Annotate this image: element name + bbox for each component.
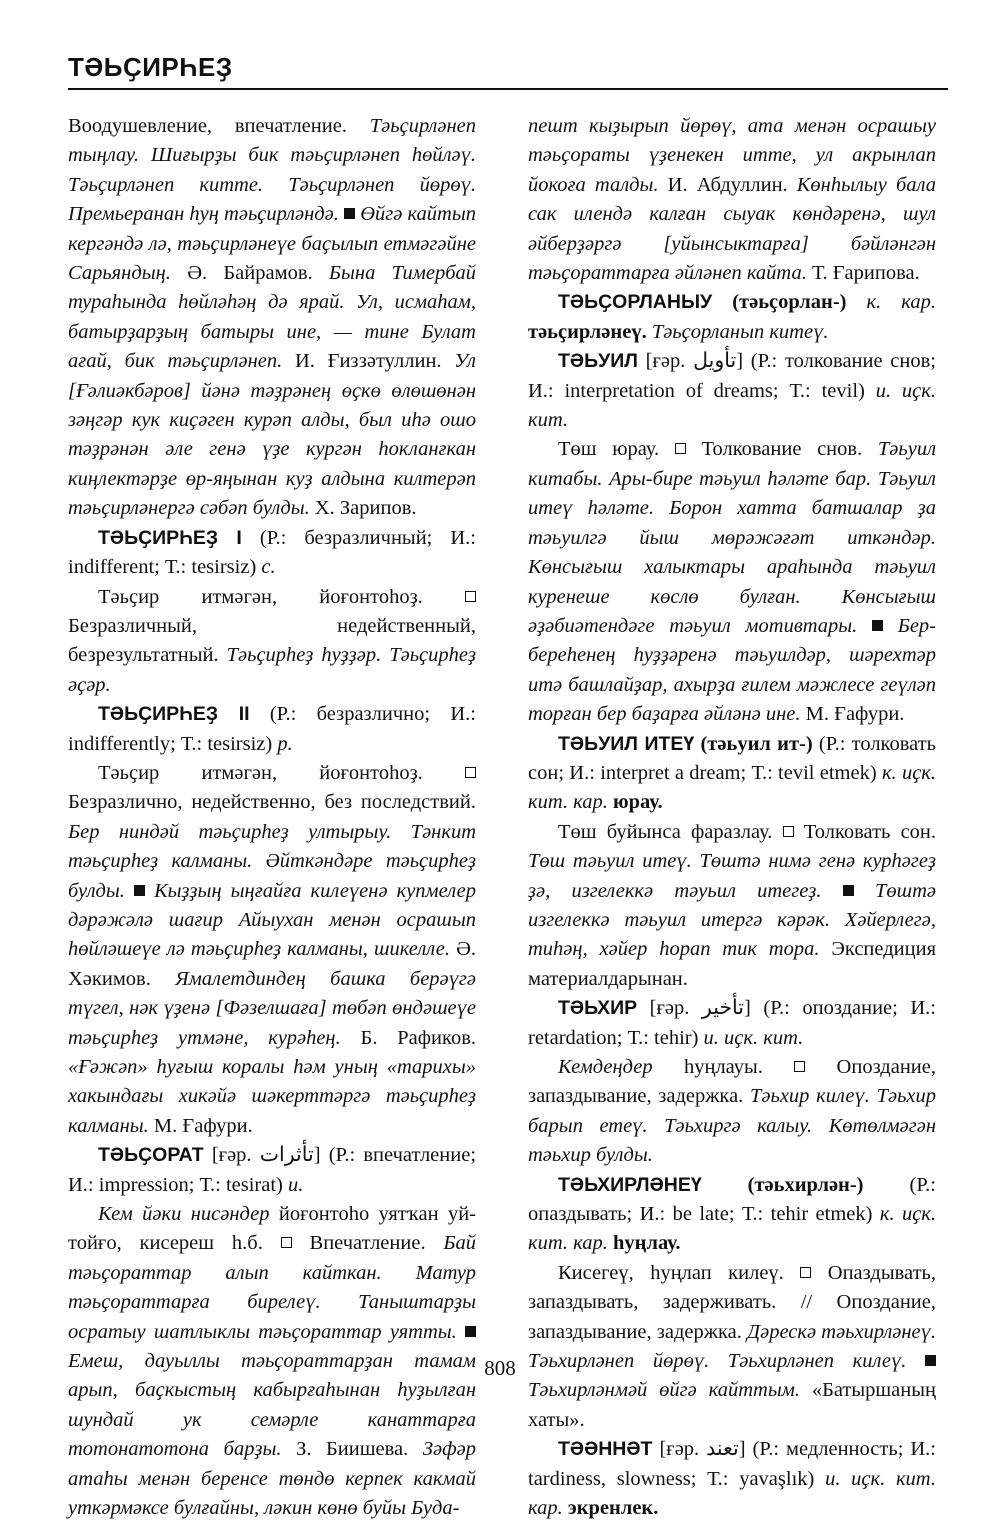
grammar: (Р.: толковать сон; И.: interpret a dream; Т.: tevil etmek) <box>528 732 937 784</box>
example: Көнһылыу бала сак илендә калған сыуак көндәренә, шул әйберҙәргә [уйынсыктарға] бәйләнгән тәьҫораттарға әйләнеп кайта. <box>528 173 936 285</box>
headword: ТӘЬҪИРҺЕҘ I <box>98 526 242 549</box>
etymology: [ғәр. تأخير] <box>649 997 751 1020</box>
example: Емеш, дауыллы тәьҫораттарҙан тамам арып, баҫкыстың кабырғаһынан һуҙылған шундай ук семәрле канаттарға тотонатотона барҙы. <box>68 1350 476 1461</box>
example: «Ғәжәп» һуғыш коралы һәм уның «тарихы» хакындағы хикәйә шәкерттәргә тәьҫирһеҙ калманы. <box>68 1056 476 1137</box>
black-square-icon <box>465 1326 476 1337</box>
black-square-icon <box>843 885 854 896</box>
source: Т. Ғарипова. <box>811 262 920 285</box>
entry-tesirhez-2 <box>68 700 476 759</box>
source: М. Ғафури. <box>153 1114 253 1137</box>
definition: Тәьҫир итмәгән, йоғонтоһоҙ. <box>98 585 423 608</box>
definition: һуңлауы. <box>683 1056 763 1078</box>
entry-continuation <box>68 112 476 524</box>
part-of-speech: и. <box>288 1173 304 1196</box>
entry-teennet <box>528 1435 936 1523</box>
example: Тәьхир килеү. Тәьхир барып етеү. Тәьхиргә калыу. Көтөлмәгән тәьхир булды. <box>528 1085 936 1167</box>
running-head: ТӘЬҪИРҺЕҘ <box>68 52 233 82</box>
example: Бына Тимербай тураһында һөйләһәң дә ярай. Ул, исмаһам, батырҙарҙың батыры ине, — тине Булат ағай, бик тәьҫирләнеп. <box>68 262 477 373</box>
entry-teuil-body <box>528 435 936 729</box>
source: И. Абдуллин. <box>667 173 788 196</box>
example: Төштә изгелеккә тәьуил итергә кәрәк. Хәйерлегә, тиһәң, хәйер һорап тик тора. <box>528 879 937 961</box>
grammar: (Р.: впечатление; И.: impression; Т.: tesirat) <box>68 1144 477 1196</box>
entry-tehir-body <box>528 1053 936 1171</box>
translation: Опоздание, запаздывание, задержка. <box>528 1056 936 1108</box>
definition: Кисегеү, һуңлап килеү. <box>558 1261 784 1284</box>
example: Тәьҫорланып китеү. <box>651 320 829 343</box>
example: Бай тәьҫораттар алып кайткан. Матур тәьҫораттарға бирелеү. Таныштарҙы осратыу шатлыклы тәьҫораттар уятты. <box>68 1232 477 1343</box>
example: Тәьҫирһеҙ һуҙҙәр. Тәьҫирһеҙ әҫәр. <box>68 644 477 696</box>
white-square-icon <box>465 591 476 602</box>
example: Тәьҫирләнеп тыңлау. Шиғырҙы бик тәьҫирләнеп һөйләү. Тәьҫирләнеп китте. Тәьҫирләнеп йөрөү. Премьеранан һуң тәьҫирләндә. <box>68 115 476 226</box>
headword: ТӘЬУИЛ ИТЕҮ <box>558 732 695 755</box>
translation: Безразлично, недейственно, без последствий. <box>68 791 476 814</box>
example: Төш тәьуил итеү. Төштә нимә генә курһәгеҙ ҙә, изгелеккә тәуьил итегеҙ. <box>528 850 936 902</box>
translation: Впечатление. <box>309 1232 426 1255</box>
entry-tehirleneu <box>528 1171 936 1259</box>
white-square-icon <box>675 443 686 454</box>
headword: ТӘЬҪИРҺЕҘ II <box>98 703 250 726</box>
example: Бер ниндәй тәьҫирһеҙ ултырыу. Тәнкит тәьҫирһеҙ калманы. Әйткәндәре тәьҫирһеҙ булды. <box>68 820 476 902</box>
headword: ТӘЬУИЛ <box>558 350 638 373</box>
source: Ә. Хәкимов. <box>68 938 476 990</box>
example: Ямалетдиндең башка берәүгә түгел, нәк үҙенә [Фәзелшаға] төбәп өндәшеүе тәьҫирһеҙ утмәне, курәһең. <box>68 967 476 1049</box>
entry-tehirleneu-body <box>528 1259 936 1435</box>
white-square-icon <box>800 1267 811 1278</box>
entry-tesirhez-1 <box>68 524 476 583</box>
see-also: һуңлау. <box>612 1232 681 1255</box>
grammar: (Р.: медленность; И.: tardiness, slowness; Т.: yavaşlık) <box>528 1438 937 1490</box>
translation: Толкование снов. <box>701 438 863 461</box>
stem: (тәьхирлән-) <box>747 1173 864 1196</box>
definition: Төш юрау. <box>558 438 660 461</box>
stem: (тәьҫорлан-) <box>732 291 847 314</box>
example: Ул [Ғәлиәкбәров] йәнә тәҙрәнең өҫкө өлөшөнән зәңгәр кук киҫәген курәп алды, был иһә ошо тәҙрәнән әле генә үҙе кургән һокланғкан киңлектәрҙе өр-яңынан куҙ алдына килтерәп тәьҫирләнергә сәбәп булды. <box>68 350 476 520</box>
source: М. Ғафури. <box>805 703 905 726</box>
page-number: 808 <box>484 1356 516 1380</box>
entry-tesorat <box>68 1141 476 1200</box>
entry-continuation <box>528 112 936 288</box>
right-column <box>528 112 936 1524</box>
white-square-icon <box>465 767 476 778</box>
part-of-speech: к. иҫк. кит. кар. <box>528 761 937 814</box>
source: Б. Рафиков. <box>360 1026 476 1049</box>
source: «Батыршаның хаты». <box>528 1379 936 1431</box>
source: И. Ғиззәтуллин. <box>294 350 442 373</box>
example: Зәфәр атаһы менән беренсе төндө керпек какмай уткәрмәксе булғайны, ләкин көнө буйы Буда- <box>68 1438 477 1520</box>
translation: Опаздывать, запаздывать, задерживать. // Опоздание, запаздывание, задержка. <box>528 1261 936 1343</box>
see-also: экренлек. <box>567 1497 659 1520</box>
black-square-icon <box>344 208 355 219</box>
headword: ТӘӘННӘТ <box>558 1438 653 1461</box>
example: Дәрескә тәьхирләнеү. Тәьхирләнеп йөрөү. Тәьхирләнеп килеү. <box>528 1320 936 1373</box>
part-of-speech: и. иҫк. кит. <box>528 379 936 432</box>
white-square-icon <box>794 1061 805 1072</box>
black-square-icon <box>872 620 883 631</box>
definition: Төш буйынса фаразлау. <box>558 820 773 843</box>
part-of-speech: и. иҫк. кит. кар. <box>528 1467 936 1520</box>
example: Бер-береһенең һуҙҙәренә тәьуилдәр, шәрехтәр итә башлайҙар, ахырҙа ғилем мәжлесе геүләп торған бер баҙарға әйләнә ине. <box>528 614 937 726</box>
definition: йоғонтоһо уятҡан уй-тойғо, кисереш һ.б. <box>68 1203 476 1255</box>
see-also: юрау. <box>612 791 663 814</box>
example: Тәьхирләнмәй өйгә кайттым. <box>528 1379 800 1402</box>
stem: (тәьуил ит-) <box>700 732 813 755</box>
header-rule <box>68 88 948 90</box>
translation: Воодушевление, впечатление. <box>68 115 347 137</box>
entry-tesirhez-1-body <box>68 583 476 701</box>
source: Экспедиция материалдарынан. <box>528 938 936 990</box>
etymology: [ғәр. تأويل] <box>645 350 744 373</box>
entry-teuil <box>528 347 936 435</box>
part-of-speech: с. <box>261 556 276 579</box>
headword: ТӘЬҪОРЛАНЫУ <box>558 291 713 314</box>
definition: Тәьҫир итмәгән, йоғонтоһоҙ. <box>98 761 423 784</box>
grammar: (Р.: опаздывать; И.: be late; Т.: tehir etmek) <box>528 1173 936 1226</box>
source: Ә. Байрамов. <box>187 262 313 285</box>
grammar: (Р.: опоздание; И.: retardation; Т.: tehir) <box>528 997 936 1049</box>
headword: ТӘЬХИР <box>558 997 638 1020</box>
white-square-icon <box>783 826 794 837</box>
entry-teuil-iteu-body <box>528 818 936 994</box>
grammar: (Р.: безразлично; И.: indifferently; Т.: tesirsiz) <box>68 703 476 755</box>
entry-tesirhez-2-body <box>68 759 476 1141</box>
entry-teuil-iteu <box>528 730 936 818</box>
headword: ТӘЬХИРЛӘНЕҮ <box>558 1173 702 1196</box>
grammar: (Р.: безразличный; И.: indifferent; Т.: tesirsiz) <box>68 526 476 579</box>
example: Өйгә кайтып кергәндә лә, тәьҫирләнеүе баҫылып етмәгәйне Сарьяндың. <box>68 203 476 285</box>
translation: Безразличный, недейственный, безрезультатный. <box>68 614 476 667</box>
translation: Толковать сон. <box>803 820 937 843</box>
etymology: [ғәр. تعند] <box>659 1438 746 1461</box>
source: Х. Зарипов. <box>314 497 417 520</box>
see-also: тәьҫирләнеү. <box>528 320 647 343</box>
example: Тәьуил китабы. Ары-бире тәьуил һәләте бар. Тәьуил итеү һәләте. Борон хатта батшалар ҙа тәьуилгә йыш мөрәжәғәт иткәндәр. Көнсығыш халыктары араһында тәьуил куренеше көслө булған. Көнсығыш әҙәбиәтендәге тәьуил мотивтары. <box>528 438 937 637</box>
entry-tehir <box>528 994 936 1053</box>
part-of-speech: р. <box>277 732 293 755</box>
source: З. Биишева. <box>296 1438 409 1461</box>
part-of-speech: к. кар. <box>866 291 936 314</box>
example: пешт кыҙырып йөрөү, ата менән осрашыу тәьҫораты үҙенекен итте, ул акрынлап йокоға талды. <box>528 115 936 196</box>
entry-tesorlanyu <box>528 288 936 347</box>
headword: ТӘЬҪОРАТ <box>98 1144 204 1167</box>
example: Кыҙҙың ыңғайға килеүенә купмелер дәрәжәлә шағир Айыухан менән осрашып һөйләшеүе лә тәьҫирһеҙ калманы, шикелле. <box>68 879 477 961</box>
etymology: [ғәр. تأثرات] <box>211 1144 321 1167</box>
definition-italic: Кем йәки нисәндер <box>98 1203 270 1226</box>
grammar: (Р.: толкование снов; И.: interpretation of dreams; Т.: tevil) <box>528 350 937 402</box>
black-square-icon <box>134 885 145 896</box>
part-of-speech: к. иҫк. кит. кар. <box>528 1203 937 1255</box>
definition-italic: Кемдеңдер <box>558 1056 653 1078</box>
left-column <box>68 112 476 1524</box>
part-of-speech: и. иҫк. кит. <box>703 1026 804 1049</box>
white-square-icon <box>281 1237 292 1248</box>
